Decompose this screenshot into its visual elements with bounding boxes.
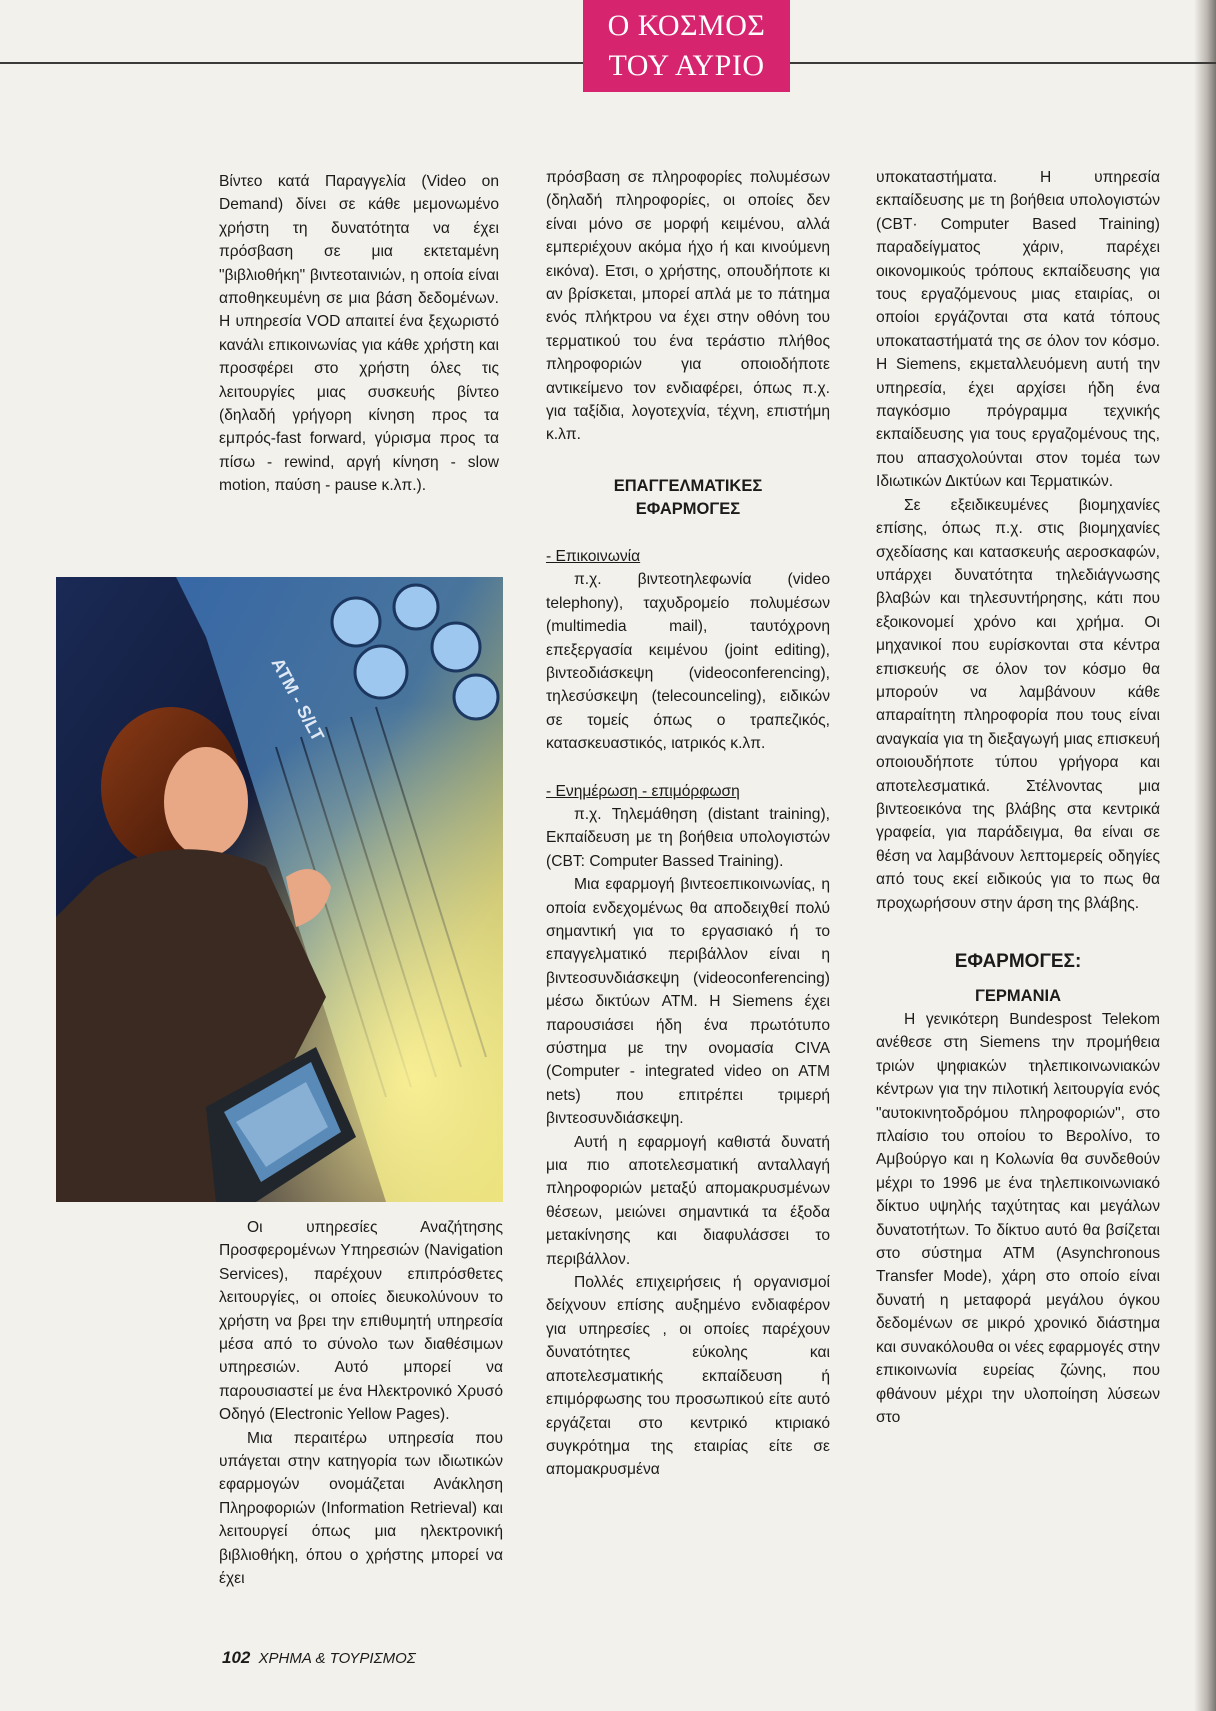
section-heading: ΕΦΑΡΜΟΓΕΣ: xyxy=(954,951,1082,972)
subheading: - Επικοινωνία xyxy=(546,547,641,565)
page-footer xyxy=(222,1648,416,1668)
paragraph: Πολλές επιχειρήσεις ή οργανισμοί δείχνουν επίσης αυξημένο ενδιαφέρον για υπηρεσίες , οι οποίες παρέχουν δυνατότητες εύκολης και αποτελεσματικής εκπαίδευση ή επιμόρφωσης του προσωπικού είτε αυτό εργάζεται στο κεντρικό κτιριακό συγκρότημα της εταιρίας είτε σε απομακρυσμένα xyxy=(546,1274,830,1479)
paragraph: Σε εξειδικευμένες βιομηχανίες επίσης, όπως π.χ. στις βιομηχανίες σχεδίασης και κατασκευής αεροσκαφών, υπάρχει δυνατότητα τηλεδιάγνωσης βλαβών και τηλεσυντήρησης, κάτι που εξοικονομεί χρόνο και χρήμα. Οι μηχανικοί που ευρίσκονται στα κέντρα επισκευής σε όλον τον κόσμο θα μπορούν να λαμβάνουν κάθε απαραίτητη πληροφορία που τους είναι αναγκαία για τη διεξαγωγή μιας επισκευή οποιουδήποτε τύπου γρήγορα και αποτελεσματικά. Στέλνοντας μια βιντεοεικόνα της βλάβης στα κεντρικά γραφεία, για παράδειγμα, θα είναι σε θέση να λαμβάνουν λεπτομερείς οδηγίες από τους εκεί ειδικούς για το πως θα προχωρήσουν στην άρση της βλάβης. xyxy=(876,496,1160,912)
article-photo xyxy=(56,577,503,1202)
paragraph: π.χ. Τηλεμάθηση (distant training), Εκπαίδευση με τη βοήθεια υπολογιστών (CBT: Computer Bassed Training). xyxy=(546,805,830,870)
publication-name: ΧΡΗΜΑ & ΤΟΥΡΙΣΜΟΣ xyxy=(258,1650,416,1667)
column-3 xyxy=(876,166,1160,1429)
paragraph: π.χ. βιντεοτηλεφωνία (video telephony), ταχυδρομείο πολυμέσων (multimedia mail), ταυτόχρονη επεξεργασία κειμένου (joint editing), βιντεοδιάσκεψη (videoconferencing), τηλεσύσκεψη (telecounceling), ειδικών σε τομείς όπως ο τραπεζικός, κατασκευαστικός, ιατρικός κ.λπ. xyxy=(546,571,830,753)
country-heading: ΓΕΡΜΑΝΙΑ xyxy=(974,987,1061,1005)
section-heading xyxy=(546,475,830,521)
photo-illustration xyxy=(56,577,503,1202)
page-number: 102 xyxy=(222,1648,251,1667)
paragraph: υποκαταστήματα. Η υπηρεσία εκπαίδευσης με τη βοήθεια υπολογιστών (CBT· Computer Based Training) παραδείγματος χάριν, παρέχει οικονομικούς τρόπους εκπαίδευσης για τους εργαζόμενους μιας εταιρίας, οι οποίοι εργάζονται στα κατά τόπους υποκαταστήματά της σε όλον τον κόσμο. Η Siemens, εκμεταλλευόμενη αυτή την υπηρεσία, έχει αρχίσει ήδη ένα παγκόσμιο πρόγραμμα τεχνικής εκπαίδευσης για τους εργαζομένους της, που απασχολούνται στον τομέα των Ιδιωτικών Δικτύων και Τερματικών. xyxy=(876,169,1160,491)
subheading: - Ενημέρωση - επιμόρφωση xyxy=(546,782,740,800)
column-2 xyxy=(546,166,830,1482)
paragraph: Βίντεο κατά Παραγγελία (Video on Demand) δίνει σε κάθε μεμονωμένο χρήστη τη δυνατότητα να έχει πρόσβαση σε μια εκτεταμένη "βιβλιοθήκη" βιντεοταινιών, η οποία είναι αποθηκευμένη σε μια βάση δεδομένων. Η υπηρεσία VOD απαιτεί ένα ξεχωριστό κανάλι επικοινωνίας για κάθε χρήστη και προσφέρει στο χρήστη όλες τις λειτουργίες μιας συσκευής βίντεο (δηλαδή γρήγορη κίνηση προς τα εμπρός-fast forward, γύρισμα προς τα πίσω - rewind, αργή κίνηση - slow motion, παύση - pause κ.λπ.). xyxy=(219,173,499,495)
paragraph: Η γενικότερη Bundespost Telekom ανέθεσε στη Siemens την προμήθεια τριών ψηφιακών τηλεπικοινωνιακών κέντρων για την πιλοτική λειτουργία ενός "αυτοκινητοδρόμου πληροφοριών", στο πλαίσιο του οποίου το Βερολίνο, το Αμβούργο και η Κολωνία θα συνδεθούν μέχρι το 1996 με ένα τηλεπικοινωνιακό δίκτυο υψηλής ταχύτητας και μεγάλων δυνατοτήτων. Το δίκτυο αυτό θα βσίζεται στο σύστημα ATM (Asynchronous Transfer Mode), χάρη στο οποίο είναι δυνατή η μεταφορά μεγάλου όγκου δεδομένων σε μικρό χρονικό διάστημα και συνακόλουθα οι νέες εφαρμογές στην επικοινωνία ευρείας ζώνης, που φθάνουν μέχρι την υλοποίηση λύσεων στο xyxy=(876,1011,1160,1426)
paragraph: Οι υπηρεσίες Αναζήτησης Προσφερομένων Υπηρεσιών (Navigation Services), παρέχουν επιπρόσθετες λειτουργίες, οι οποίες διευκολύνουν το χρήστη να βρει την επιθυμητή υπηρεσία μέσα από το σύνολο των διαθέσιμων υπηρεσιών. Αυτό μπορεί να παρουσιαστεί με ένα Ηλεκτρονικό Χρυσό Οδηγό (Electronic Yellow Pages). xyxy=(219,1219,503,1424)
column-1-bottom xyxy=(219,1216,503,1591)
paragraph: πρόσβαση σε πληροφορίες πολυμέσων (δηλαδή πληροφορίες, οι οποίες δεν είναι μόνο σε μορφή κειμένου, αλλά εμπεριέχουν ακόμα ήχο ή και κινούμενη εικόνα). Ετσι, ο χρήστης, οπουδήποτε κι αν βρίσκεται, μπορεί απλά με το πάτημα ενός πλήκτρου να έχει στην οθόνη του τερματικού του ένα τεράστιο πλήθος πληροφοριών για οποιοδήποτε αντικείμενο τον ενδιαφέρει, όπως π.χ. για ταξίδια, λογοτεχνία, τέχνη, επιστήμη κ.λπ. xyxy=(546,169,830,444)
page-edge-shadow xyxy=(1194,0,1216,1711)
paragraph: Αυτή η εφαρμογή καθιστά δυνατή μια πιο αποτελεσματική ανταλλαγή πληροφοριών μεταξύ απομακρυσμένων θέσεων, μειώνει σημαντικά τα έξοδα μετακίνησης και διαφυλάσσει το περιβάλλον. xyxy=(546,1133,830,1268)
paragraph: Μια εφαρμογή βιντεοεπικοινωνίας, η οποία ενδεχομένως θα αποδειχθεί πολύ σημαντική για το εργασιακό ή το επαγγελματικό περιβάλλον είναι η βιντεοσυνδιάσκεψη (videoconferencing) μέσω δικτύων ATM. Η Siemens έχει παρουσιάσει ήδη ένα πρωτότυπο σύστημα με την ονομασία CIVA (Computer - integrated video on ATM nets) που επιτρέπει τριμερή βιντεοσυνδιάσκεψη. xyxy=(546,876,830,1128)
section-tag xyxy=(583,0,790,92)
column-1-top xyxy=(219,170,499,498)
heading-line: ΕΦΑΡΜΟΓΕΣ xyxy=(635,499,741,518)
section-tag-line1: Ο ΚΟΣΜΟΣ xyxy=(607,9,766,42)
section-tag-line2: ΤΟΥ ΑΥΡΙΟ xyxy=(608,49,765,82)
heading-line: ΕΠΑΓΓΕΛΜΑΤΙΚΕΣ xyxy=(613,476,763,495)
paragraph: Μια περαιτέρω υπηρεσία που υπάγεται στην κατηγορία των ιδιωτικών εφαρμογών ονομάζεται Ανάκληση Πληροφοριών (Information Retrieval) και λειτουργεί όπως μια ηλεκτρονική βιβλιοθήκη, όπου ο χρήστης μπορεί να έχει xyxy=(219,1429,503,1588)
